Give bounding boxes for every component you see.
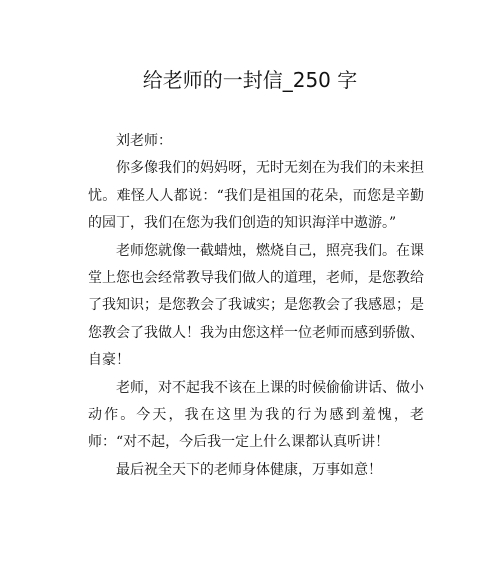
paragraph: 你多像我们的妈妈呀，无时无刻在为我们的未来担忧。难怪人人都说：“我们是祖国的花朵，而您是辛勤的园丁，我们在您为我们创造的知识海洋中遨游。” — [88, 160, 424, 232]
paragraph: 老师您就像一截蜡烛，燃烧自己，照亮我们。在课堂上您也会经常教导我们做人的道理，老师，是您教给了我知识；是您教会了我诚实；是您教会了我感恩；是您教会了我做人！我为由您这样一位老师而感到骄傲、自豪！ — [88, 242, 424, 369]
salutation: 刘老师： — [116, 133, 172, 149]
document-title: 给老师的一封信_250 字 — [142, 68, 358, 92]
paragraph: 最后祝全天下的老师身体健康，万事如意！ — [116, 461, 382, 478]
paragraph: 老师，对不起我不该在上课的时候偷偷讲话、做小动作。今天，我在这里为我的行为感到羞愧，老师：“对不起，今后我一定上什么课都认真听讲！ — [88, 379, 424, 451]
letter-body — [88, 128, 424, 484]
